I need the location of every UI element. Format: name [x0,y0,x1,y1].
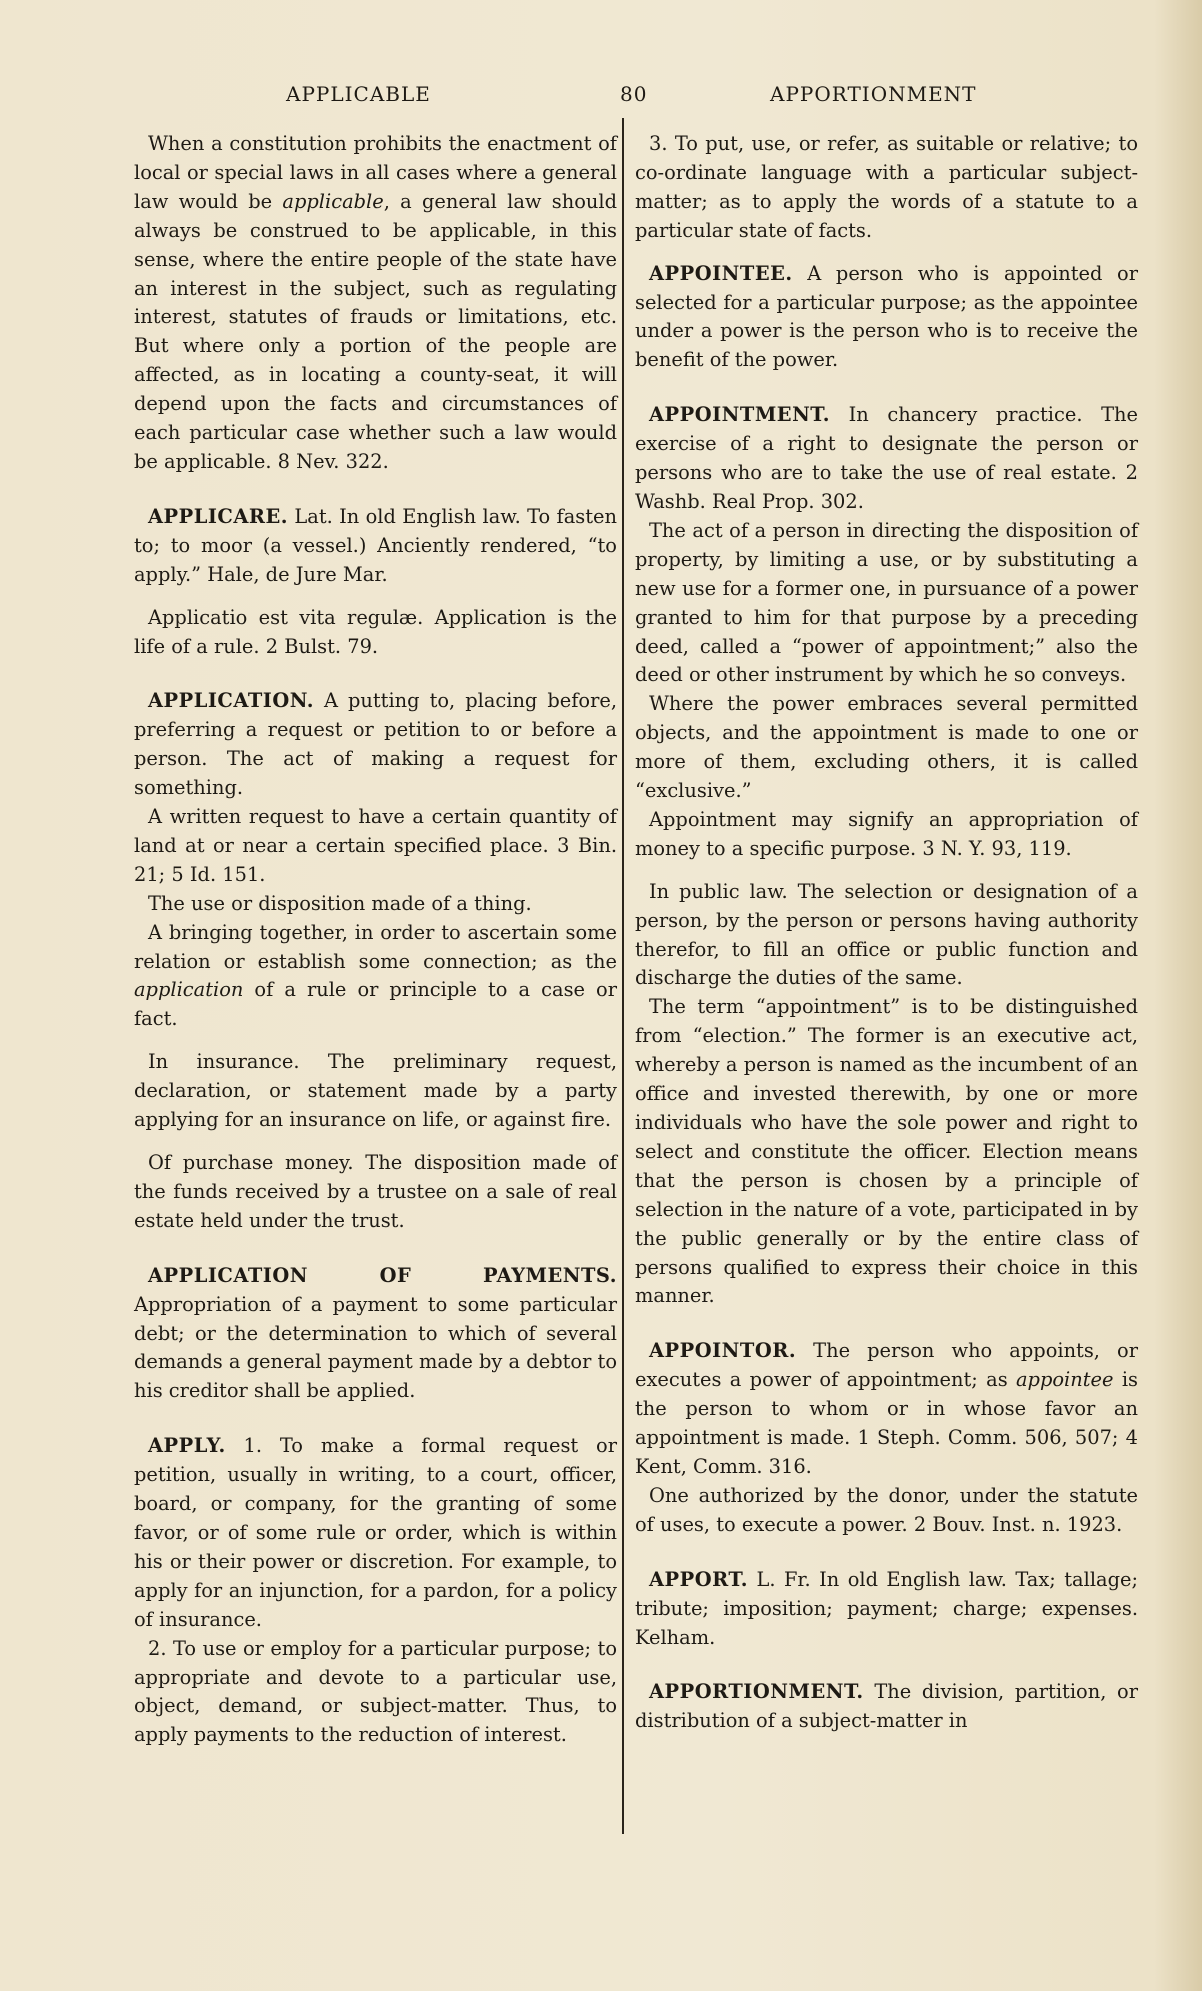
headword: APPOINTEE. [649,261,793,285]
appointment-public-law: In public law. The selection or designation of a person, by the person or persons having authority therefor, to fill an office or public function and discharge the duties of the same. [635,879,1138,990]
left-column [134,130,617,1750]
entry-applicare: APPLICARE. Lat. In old English law. To fasten to; to moor (a vessel.) Anciently rendered, “to apply.” Hale, de Jure Mar. [134,504,617,586]
appointment-sense-3: Where the power embraces several permitted objects, and the appointment is made to one or more of them, excluding others, it is called “exclusive.” [635,692,1138,803]
headword: APPOINTMENT. [649,403,830,427]
headword: APPORT. [649,1567,749,1591]
entry-applicable-continued: When a constitution prohibits the enactment of local or special laws in all cases where a general law would be applicable, a general law should always be construed to be applicable, in this sense, where the entire people of the state have an interest in the subject, such as regulating interest, statutes of frauds or limitations, etc. But where only a portion of the people are affected, as in locating a county-seat, it will depend upon the facts and circumstances of each particular case whether such a law would be applicable. 8 Nev. 322. [134,132,617,473]
application-insurance: In insurance. The preliminary request, declaration, or statement made by a party applying for an insurance on life, or against fire. [134,1050,617,1132]
appointment-vs-election: The term “appointment” is to be distinguished from “election.” The former is an executive act, whereby a person is named as the incumbent of an office and invested therewith, by one or more individuals who have the sole power and right to select and constitute the officer. Election means that the person is chosen by a principle of selection in the nature of a vote, participated in by the public generally or by the entire class of persons qualified to express their choice in this manner. [635,995,1138,1308]
page-number: 80 [620,82,648,106]
headword: APPLICATION OF PAYMENTS. [148,1263,617,1287]
right-column [635,130,1138,1736]
running-head [0,78,1202,112]
application-sense-3: The use or disposition made of a thing. [148,891,532,915]
headword: APPLY. [148,1434,226,1458]
apply-sense-2: 2. To use or employ for a particular purpose; to appropriate and devote to a particular use, object, demand, or subject-matter. Thus, to apply payments to the reduction of interest. [134,1636,617,1747]
entry-apportionment: APPORTIONMENT. The division, partition, or distribution of a subject-matter in [635,1680,1138,1733]
maxim-applicatio: Applicatio est vita regulæ. Application is the life of a rule. 2 Bulst. 79. [134,605,617,658]
application-sense-4: A bringing together, in order to ascertain some relation or establish some connection; as the application of a rule or principle to a case or fact. [134,920,617,1031]
application-sense-2: A written request to have a certain quantity of land at or near a certain specified place. 3 Bin. 21; 5 Id. 151. [134,805,617,886]
entry-application-of-payments: APPLICATION OF PAYMENTS. Appropriation of a payment to some particular debt; or the determination to which of several demands a general payment made by a debtor to his creditor shall be applied. [134,1263,617,1403]
entry-apply: APPLY. 1. To make a formal request or petition, usually in writing, to a court, officer, board, or company, for the granting of some favor, or of some rule or order, which is within his or their power or discretion. For example, to apply for an injunction, for a pardon, for a policy of insurance. [134,1434,617,1631]
entry-application: APPLICATION. A putting to, placing before, preferring a request or petition to or before a person. The act of making a request for something. [134,689,617,800]
appointor-sense-2: One authorized by the donor, under the statute of uses, to execute a power. 2 Bouv. Inst. n. 1923. [635,1483,1138,1536]
headword: APPLICATION. [148,689,314,713]
apply-sense-3: 3. To put, use, or refer, as suitable or relative; to co-ordinate language with a particular subject-matter; as to apply the words of a statute to a particular state of facts. [635,132,1138,242]
headword: APPLICARE. [148,504,289,528]
guide-word-left: APPLICABLE [286,82,431,106]
application-purchase-money: Of purchase money. The disposition made of the funds received by a trustee on a sale of real estate held under the trust. [134,1151,617,1232]
entry-appointment: APPOINTMENT. In chancery practice. The exercise of a right to designate the person or persons who are to take the use of real estate. 2 Washb. Real Prop. 302. [635,403,1138,513]
entry-appointee: APPOINTEE. A person who is appointed or selected for a particular purpose; as the appointee under a power is the person who is to receive the benefit of the power. [635,261,1138,372]
guide-word-right: APPORTIONMENT [770,82,977,106]
appointment-sense-4: Appointment may signify an appropriation of money to a specific purpose. 3 N. Y. 93, 119. [635,807,1138,860]
entry-apport: APPORT. L. Fr. In old English law. Tax; tallage; tribute; imposition; payment; charge; expenses. Kelham. [635,1567,1138,1649]
headword: APPORTIONMENT. [649,1680,864,1704]
appointment-sense-2: The act of a person in directing the disposition of property, by limiting a use, or by substituting a new use for a former one, in pursuance of a power granted to him for that purpose by a preceding deed, called a “power of appointment;” also the deed or other instrument by which he so conveys. [635,518,1138,687]
column-rule [622,118,624,1834]
headword: APPOINTOR. [649,1339,797,1363]
entry-appointor: APPOINTOR. The person who appoints, or executes a power of appointment; as appointee is the person to whom or in whose favor an appointment is made. 1 Steph. Comm. 506, 507; 4 Kent, Comm. 316. [635,1339,1138,1478]
